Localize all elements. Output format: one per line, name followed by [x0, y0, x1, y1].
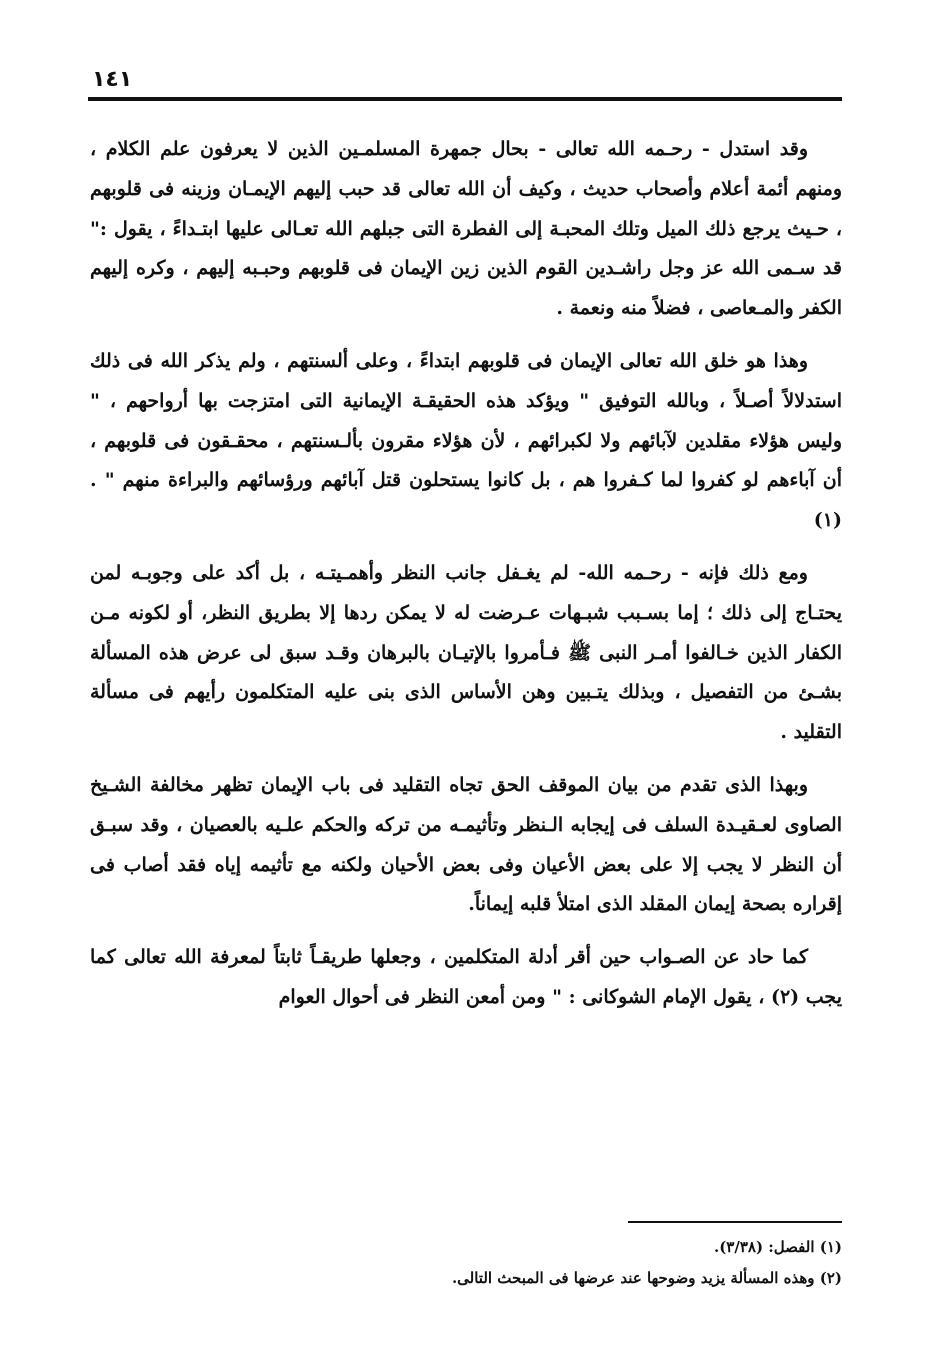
footnotes [90, 1232, 842, 1294]
footnote-rule [628, 1221, 842, 1223]
header-rule [88, 97, 842, 101]
paragraph-4: وبهذا الذى تقدم من بيان الموقف الحق تجاه التقليد فى باب الإيمان تظهر مخالفة الشـيخ الصاوى لعـقيـدة السلف فى إيجابه الـنظر وتأثيمـه من تركه والحكم علـيه بالعصيان ، وقد سبـق أن النظر لا يجب إلا على بعض الأعيان وفى بعض الأحيان ولكنه مع تأثيمه إياه فقد أصاب فى إقراره بصحة إيمان المقلد الذى امتلأ قلبه إيماناً. [90, 773, 842, 916]
paragraph-5: كما حاد عن الصـواب حين أقر أدلة المتكلمين ، وجعلها طريقـاً ثابتاً لمعرفة الله تعالى كما يجب (٢) ، يقول الإمام الشوكانى : " ومن أمعن النظر فى أحوال العوام [90, 946, 842, 1008]
footnote-2: (٢) وهذه المسألة يزيد وضوحها عند عرضها فى المبحث التالى. [451, 1269, 842, 1287]
page-number: ١٤١ [92, 67, 133, 92]
footnote-1: (١) الفصل: (٣/٣٨). [713, 1238, 842, 1256]
body-text [90, 130, 842, 1018]
paragraph-2: وهذا هو خلق الله تعالى الإيمان فى قلوبهم ابتداءً ، وعلى ألسنتهم ، ولم يذكر الله فى ذلك استدلالاً أصـلاً ، وبالله التوفيق " ويؤكد هذه الحقيقـة الإيمانية التى امتزجت بها أرواحهم ، " وليس هؤلاء مقلدين لآبائهم ولا لكبرائهم ، لأن هؤلاء مقرون بألـسنتهم ، محقـقون فى قلوبهم ، أن آباءهم لو كفروا لما كـفروا هم ، بل كانوا يستحلون قتل آبائهم ورؤسائهم والبراءة منهم " . (١) [90, 349, 842, 532]
paragraph-3: ومع ذلك فإنه - رحـمه الله- لم يغـفل جانب النظر وأهمـيتـه ، بل أكد على وجوبـه لمن يحتـاج إلى ذلك ؛ إما بسـبب شبـهات عـرضت له لا يمكن ردها إلا بطريق النظر، أو لكونه مـن الكفار الذين خـالفوا أمـر النبى ﷺ فـأمروا بالإتيـان بالبرهان وقـد سبق لى عرض هذه المسألة بشـئ من التفصيل ، وبذلك يتـبين وهن الأساس الذى بنى عليه المتكلمون رأيهم فى مسألة التقليد . [90, 561, 842, 744]
paragraph-1: وقد استدل - رحـمه الله تعالى - بحال جمهرة المسلمـين الذين لا يعرفون علم الكلام ، ومنهم أئمة أعلام وأصحاب حديث ، وكيف أن الله تعالى قد حبب إليهم الإيمـان وزينه فى قلوبهم ، حـيث يرجع ذلك الميل وتلك المحبـة إلى الفطرة التى جبلهم الله تعـالى عليها ابتـداءً ، يقول :" قد سـمى الله عز وجل راشـدين القوم الذين زين الإيمان فى قلوبهم وحبـبه إليهم ، وكره إليهم الكفر والمـعاصى ، فضلاً منه ونعمة . [90, 138, 842, 320]
